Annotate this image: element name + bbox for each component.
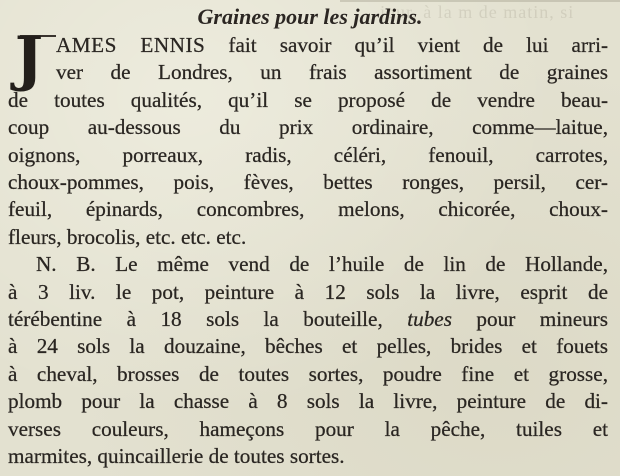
text-line: AMES ENNIS fait savoir qu’il vient de lui arri-: [56, 33, 609, 57]
text-line: térébentine à 18 sols la bouteille, tubes pour mineurs: [8, 307, 608, 332]
text-line: plomb pour la chasse à 8 sols la livre, peinture de di-: [8, 389, 608, 414]
text-line: à 3 liv. le pot, peinture à 12 sols la livre, esprit de: [8, 279, 608, 304]
text-line: oignons, porreaux, radis, céléri, fenouil, carrotes,: [8, 142, 608, 167]
text-line: coup au-dessous du prix ordinaire, comme—laitue,: [8, 115, 608, 140]
advertisement-header: Graines pour les jardins.: [197, 4, 423, 29]
text-line: verses couleurs, hameçons pour la pêche, tuiles et: [8, 416, 608, 441]
italic-word: tubes: [407, 307, 452, 332]
text-line: marmites, quincaillerie de toutes sortes.: [8, 444, 345, 469]
merchant-name: AMES ENNIS: [56, 33, 206, 57]
advertisement-body: [8, 24, 609, 471]
text-line: à cheval, brosses de toutes sortes, poudre fine et grosse,: [8, 361, 608, 386]
text-line: à 24 sols la douzaine, bêches et pelles, brides et fouets: [8, 334, 608, 359]
text-line: ver de Londres, un frais assortiment de graines: [56, 60, 608, 85]
nota-bene-line: N. B. Le même vend de l’huile de lin de Hollande,: [36, 252, 608, 277]
text-line: fleurs, brocolis, etc. etc. etc.: [8, 224, 247, 249]
bleed-through-text: jour, à la m de matin, si: [380, 2, 575, 22]
text-line: choux-pommes, pois, fèves, bettes ronges, persil, cer-: [8, 170, 608, 195]
drop-cap-letter: J: [14, 24, 44, 94]
text-line: feuil, épinards, concombres, melons, chicorée, choux-: [8, 197, 608, 222]
text-line: de toutes qualités, qu’il se proposé de vendre beau-: [8, 87, 608, 112]
